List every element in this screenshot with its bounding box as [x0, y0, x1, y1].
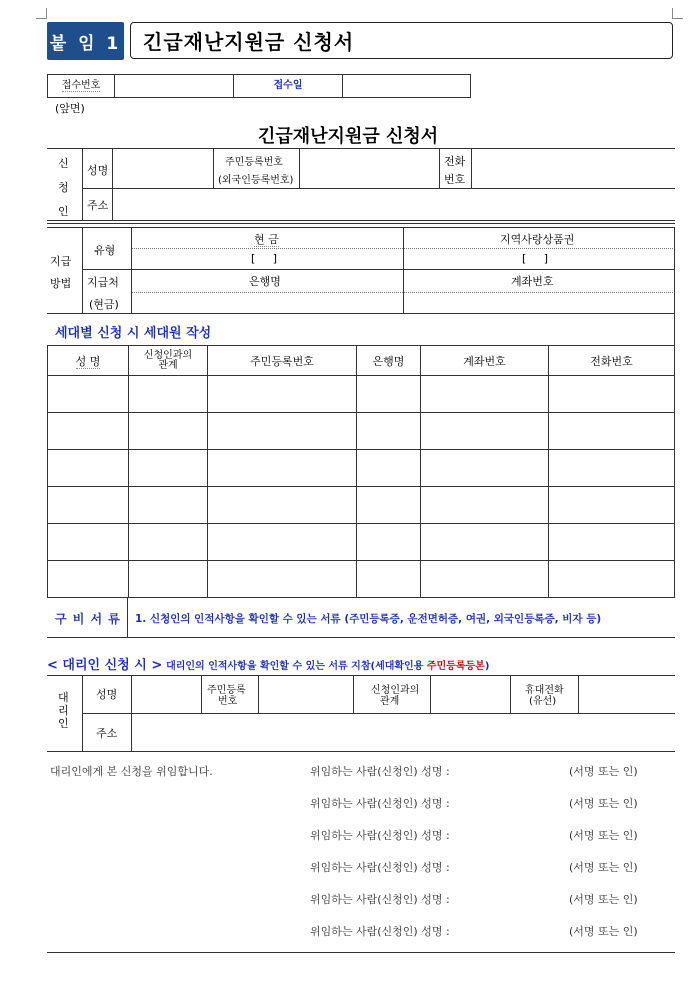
documents-divider — [127, 597, 128, 637]
household-cell[interactable] — [208, 413, 357, 450]
household-cell[interactable] — [129, 524, 208, 561]
proxy-divider — [201, 675, 202, 713]
payment-method-label-1: 지급 — [50, 255, 72, 268]
household-cell[interactable] — [48, 376, 129, 413]
payment-cash-checkbox[interactable]: [ ] — [251, 252, 278, 265]
payment-bank-label: 은행명 — [249, 275, 281, 288]
household-cell[interactable] — [48, 524, 129, 561]
proxy-id-label-2: 번호 — [218, 696, 238, 707]
receipt-table — [47, 74, 471, 98]
proxy-mid-rule — [82, 713, 675, 714]
household-cell[interactable] — [208, 376, 357, 413]
delegation-signer-label: 위임하는 사람(신청인) 성명 : — [310, 893, 450, 906]
documents-text: 1. 신청인의 인적사항을 확인할 수 있는 서류 (주민등록증, 운전면허증, 여권, 외국인등록증, 비자 등) — [135, 613, 602, 625]
payment-account-field[interactable] — [404, 294, 673, 312]
household-cell[interactable] — [421, 524, 549, 561]
delegation-sign-hint: (서명 또는 인) — [569, 797, 638, 810]
proxy-relation-field[interactable] — [431, 677, 509, 711]
household-cell[interactable] — [421, 376, 549, 413]
proxy-heading-note: 대리인의 인적사항을 확인할 수 있는 서류 지참(세대확인용 — [166, 661, 427, 672]
delegation-signer-field[interactable] — [480, 921, 565, 937]
form-title: 긴급재난지원금 신청서 — [258, 126, 439, 147]
applicant-divider — [82, 148, 83, 220]
household-row — [48, 487, 675, 524]
household-col-id: 주민등록번호 — [208, 346, 357, 376]
household-cell[interactable] — [48, 561, 129, 598]
household-cell[interactable] — [129, 487, 208, 524]
household-cell[interactable] — [357, 487, 421, 524]
delegation-sign-hint: (서명 또는 인) — [569, 829, 638, 842]
household-cell[interactable] — [48, 450, 129, 487]
household-cell[interactable] — [129, 413, 208, 450]
delegation-signer-label: 위임하는 사람(신청인) 성명 : — [310, 829, 450, 842]
applicant-divider — [439, 148, 440, 188]
household-cell[interactable] — [48, 413, 129, 450]
proxy-phone-label-1: 휴대전화 — [525, 685, 564, 696]
household-cell[interactable] — [421, 450, 549, 487]
household-cell[interactable] — [208, 450, 357, 487]
applicant-id-label-2: (외국인등록번호) — [218, 175, 294, 186]
payment-divider — [82, 227, 83, 313]
receipt-no-field[interactable] — [115, 75, 234, 98]
applicant-mid-rule — [82, 188, 675, 189]
payment-account-label: 계좌번호 — [511, 275, 554, 288]
delegation-sign-hint: (서명 또는 인) — [569, 893, 638, 906]
delegation-sign-hint: (서명 또는 인) — [569, 765, 638, 778]
proxy-heading-red: 주민등록등본 — [426, 661, 485, 672]
applicant-group-label: 신 청 인 — [58, 157, 69, 218]
household-row — [48, 376, 675, 413]
proxy-id-label-1: 주민등록 — [207, 685, 246, 696]
receipt-date-field[interactable] — [343, 75, 471, 98]
applicant-address-field[interactable] — [113, 190, 673, 218]
payment-voucher-label: 지역사랑상품권 — [500, 233, 575, 246]
proxy-relation-label-2: 관계 — [380, 696, 400, 707]
household-cell[interactable] — [357, 450, 421, 487]
proxy-heading-close: ) — [484, 661, 490, 672]
proxy-heading — [47, 654, 489, 673]
household-top-rule — [47, 313, 675, 314]
delegation-signer-field[interactable] — [480, 793, 565, 809]
delegation-signer-label: 위임하는 사람(신청인) 성명 : — [310, 861, 450, 874]
proxy-address-label: 주소 — [96, 727, 118, 740]
applicant-top-rule — [47, 148, 675, 149]
household-cell[interactable] — [357, 376, 421, 413]
applicant-phone-label-2: 번호 — [444, 173, 466, 186]
applicant-id-field[interactable] — [300, 150, 438, 186]
delegation-sign-hint: (서명 또는 인) — [569, 925, 638, 938]
delegation-signer-field[interactable] — [480, 889, 565, 905]
proxy-divider — [82, 675, 83, 751]
applicant-bottom-rule — [47, 220, 675, 221]
household-cell[interactable] — [208, 487, 357, 524]
proxy-id-field[interactable] — [259, 677, 352, 711]
household-cell[interactable] — [421, 487, 549, 524]
applicant-bottom-rule-2 — [47, 223, 675, 224]
household-cell[interactable] — [549, 376, 675, 413]
household-cell[interactable] — [549, 524, 675, 561]
proxy-address-field[interactable] — [132, 715, 673, 749]
proxy-bottom-rule — [47, 751, 675, 752]
household-cell[interactable] — [549, 561, 675, 598]
delegation-signer-label: 위임하는 사람(신청인) 성명 : — [310, 797, 450, 810]
proxy-relation-label-1: 신청인과의 — [371, 685, 420, 696]
proxy-group-label: 대 리 인 — [58, 691, 69, 730]
delegation-signer-field[interactable] — [480, 857, 565, 873]
payment-rule — [47, 227, 675, 228]
page-bottom-rule — [47, 952, 675, 953]
household-cell[interactable] — [549, 450, 675, 487]
household-row — [48, 524, 675, 561]
applicant-divider — [213, 148, 214, 188]
proxy-name-field[interactable] — [132, 677, 200, 711]
proxy-divider — [510, 675, 511, 713]
household-cell[interactable] — [48, 487, 129, 524]
proxy-phone-label-2: (유선) — [529, 696, 557, 707]
household-col-bank: 은행명 — [357, 346, 421, 376]
payment-dest-label-1: 지급처 — [87, 276, 119, 289]
household-cell[interactable] — [208, 561, 357, 598]
household-cell[interactable] — [129, 450, 208, 487]
household-row — [48, 561, 675, 598]
household-col-name: 성 명 — [48, 346, 129, 376]
payment-rule — [82, 269, 675, 270]
household-col-relation: 신청인과의 관계 — [129, 346, 208, 376]
proxy-name-label: 성명 — [96, 688, 118, 701]
documents-label: 구 비 서 류 — [55, 612, 121, 626]
household-col-phone: 전화번호 — [549, 346, 675, 376]
payment-dest-label-2: (현금) — [89, 298, 119, 311]
payment-bank-field[interactable] — [132, 294, 402, 312]
household-cell[interactable] — [208, 524, 357, 561]
household-cell[interactable] — [357, 524, 421, 561]
payment-divider — [674, 227, 675, 313]
household-cell[interactable] — [129, 376, 208, 413]
household-section-title: 세대별 신청 시 세대원 작성 — [55, 326, 212, 341]
payment-method-label-2: 방법 — [50, 277, 72, 290]
household-right-border — [674, 313, 675, 345]
delegation-signer-label: 위임하는 사람(신청인) 성명 : — [310, 925, 450, 938]
proxy-top-rule — [47, 675, 675, 676]
applicant-id-label-1: 주민등록번호 — [225, 157, 283, 168]
household-cell[interactable] — [357, 413, 421, 450]
household-row — [48, 413, 675, 450]
applicant-name-label: 성명 — [87, 164, 109, 177]
household-cell[interactable] — [421, 561, 549, 598]
delegation-statement: 대리인에게 본 신청을 위임합니다. — [50, 765, 213, 778]
page-side-note: (앞면) — [55, 102, 85, 115]
crop-mark-top-right — [672, 8, 683, 19]
payment-cash-label: 현 금 — [254, 233, 279, 246]
applicant-phone-label-1: 전화 — [444, 155, 466, 168]
receipt-date-label: 접수일 — [234, 75, 343, 98]
header-title: 긴급재난지원금 신청서 — [130, 22, 673, 59]
household-col-account: 계좌번호 — [421, 346, 549, 376]
proxy-phone-field[interactable] — [579, 677, 673, 711]
delegation-signer-label: 위임하는 사람(신청인) 성명 : — [310, 765, 450, 778]
applicant-address-label: 주소 — [87, 199, 109, 212]
household-row — [48, 450, 675, 487]
household-cell[interactable] — [357, 561, 421, 598]
proxy-heading-main: < 대리인 신청 시 > — [47, 658, 163, 673]
delegation-signer-field[interactable] — [480, 761, 565, 777]
crop-mark-top-left — [36, 8, 47, 19]
proxy-divider — [353, 675, 354, 713]
receipt-no-label: 접수번호 — [48, 75, 115, 98]
household-table — [47, 345, 675, 598]
delegation-sign-hint: (서명 또는 인) — [569, 861, 638, 874]
household-cell[interactable] — [129, 561, 208, 598]
attachment-tag: 붙 임 1 — [47, 22, 124, 60]
household-cell[interactable] — [549, 413, 675, 450]
applicant-phone-field[interactable] — [472, 150, 672, 186]
applicant-name-field[interactable] — [113, 150, 212, 186]
household-cell[interactable] — [421, 413, 549, 450]
documents-bottom-rule — [47, 637, 675, 638]
payment-type-label: 유형 — [94, 244, 116, 257]
delegation-signer-field[interactable] — [480, 825, 565, 841]
household-cell[interactable] — [549, 487, 675, 524]
payment-voucher-checkbox[interactable]: [ ] — [522, 252, 549, 265]
